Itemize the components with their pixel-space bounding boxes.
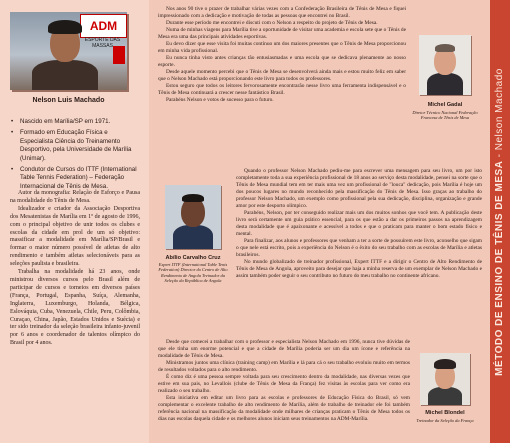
testimonial-paragraph: Durante esse período me encontrei e discuti com o Nelson a respeito do projeto de Tênis de Mesa. — [166, 20, 378, 26]
author-description — [10, 190, 140, 348]
blondel-photo — [420, 353, 470, 405]
adm-logo: ADM — [80, 14, 127, 38]
spine-title — [492, 22, 508, 422]
testimonial-paragraph: Eu nunca tinha visto antes crianças tão entusiasmadas e uma escola que se dedicava plenamente ao nosso esporte. — [158, 55, 406, 68]
testimonial-paragraph: Numa de minhas viagens para Marília tive a oportunidade de visitar uma academia e escola sete que o Tênis de Mesa era uma das principais atividades esportivas. — [158, 27, 406, 40]
cruz-testimonial — [236, 168, 482, 280]
cruz-role: Expert ITTF (International Table Tenis Federation) Director do Centro de Alto Rendimento de Angola Treinador da Seleção da República de Angola — [158, 262, 228, 284]
blondel-role: Treinador da Seleção da França — [416, 418, 474, 423]
testimonial-paragraph: É como diz é uma pessoa sempre voltada para seu crescimento dentro da modalidade, nas diversas vezes que estive em sua pais, no Levallois (clube de Tênis de Mesa da França) fez visitas às escolas para ver como era realizado o seu trabalho. — [158, 374, 410, 394]
author-hair — [48, 20, 82, 34]
adm-logo-subtitle: ESPORTE DAS MASSAS — [84, 37, 121, 49]
figure-hair — [182, 194, 204, 202]
spine-title-main: MÉTODO DE ENSINO DE TÊNIS DE MESA — [494, 160, 505, 376]
testimonial-paragraph: Parabéns, Nelson, por ter conseguido realizar mais um dos muitos sonhos que você tem. A publicação deste livro será certamente um guia prático essencial, para os que estão a dar os primeiros passos na aprendizagem desta modalidade que é apaixonante e acessível a todos e que o praticam para manter o bom estado físico e mental. — [236, 210, 482, 237]
blondel-name: Michel Blondel — [425, 410, 465, 416]
bio-item: • Formado em Educação Física e Especialista Ciência do Treinamento Desportivo, pela Universidade de Marília (Unimar). — [10, 129, 140, 163]
bio-item: • Nascido em Marília/SP em 1971. — [10, 118, 140, 126]
author-paragraph: Trabalha na modalidade há 23 anos, onde ministrou diversos cursos pelo Brasil além de participar de cursos e torneios em diversos países (França, Portugal, Espanha, Suíça, Alemanha, Inglaterra, Luxemburgo, Holanda, Bélgica, Eslováquia, Cuba, Venezuela, Chile, Peru, Colômbia, Curaçao, China, Japão, Estados Unidos e Suécia) e ter sido treinador da seleção brasileira infanto-juvenil por 6 anos e coordenador de talentos olímpico do Brasil por 4 anos. — [10, 269, 140, 347]
figure-hair — [434, 359, 456, 369]
testimonial-paragraph: Para finalizar, aos alunos e professores que venham a ter a sorte de possuírem este livro, aconselho que sigam o que nele está escrito, pois a experiência do Nelson é o êxito do seu trabalho com as escolas de Marília e atletas brasileiros. — [236, 238, 482, 258]
gadal-testimonial — [158, 6, 406, 104]
figure-shirt — [427, 73, 463, 95]
testimonial-paragraph: Quando o professor Nelson Machado pediu-me para escrever uma mensagem para seu livro, um por isto completamente toda a sua experiência profissional de 18 anos ao serviço desta modalidade, pensei na sorte que o Tênis de Mesa mundial tem em ter mais uma vez um profissional de "louca" dedicação, pois Marília é hoje um dos poucos lugares no mundo reconhecido pela massificação do Tênis de Mesa. Isso graças ao trabalho do professor Nelson Machado, um exemplo como profissional pela sua dedicação, disciplina, organização e grande amor por este desporto olímpico. — [236, 168, 482, 209]
author-bio-list — [10, 118, 140, 194]
author-shirt — [32, 60, 98, 90]
author-photo — [10, 12, 127, 90]
figure-shirt — [173, 225, 213, 249]
testimonial-paragraph: Nos anos 90 tive o prazer de trabalhar várias vezes com a Confederação Brasileira de Tênis de Mesa e fiquei impressionado com a dedicação e motivação de todas as pessoas que encontrei no Brasil. — [158, 6, 406, 19]
author-name: Nelson Luis Machado — [32, 97, 105, 104]
figure-shirt — [428, 387, 462, 405]
blondel-testimonial — [158, 339, 410, 423]
bio-item: • Condutor de Cursos do ITTF (International Table Tennis Federation) – Federação Internacional de Tênis de Mesa. — [10, 166, 140, 191]
gadal-name: Michel Gadal — [427, 102, 463, 108]
figure-hair — [435, 44, 455, 52]
cruz-photo — [165, 185, 221, 249]
gadal-role: Diretor Técnico Nacional Federação Francesa de Tênis de Mesa — [412, 110, 478, 121]
testimonial-paragraph: Desde aquele momento percebi que o Tênis de Mesa se desenvolverá ainda mais e estou muito feliz em saber que o Nelson Machado está proporcionando este livro para todos os professores. — [158, 69, 406, 82]
author-paragraph: Idealizador e criador da Associação Desportiva dos Mesatenistas de Marília em 1º de agosto de 1996, com o principal objetivo de unir todos os clubes e escolas da cidade em prol de um só objetivo: massificar a modalidade em Marília/SP/Brasil e formar o maior número possível de atletas de alto rendimento e também atletas selecionáveis para as seleções paulista e brasileira. — [10, 205, 140, 268]
cruz-name: Abílio Carvalho Cruz — [165, 255, 221, 261]
testimonial-paragraph: Desde que comecei a trabalhar com o professor e especialista Nelson Machado em 1996, nunca tive dúvidas de que ele tinha um enorme potencial e que a cidade de Marília poderia ser um dia um ícone e referência na modalidade de Tênis de Mesa. — [158, 339, 410, 359]
author-paragraph: Autor da monografia: Relação de Esforço e Pausa na modalidade do Tênis de Mesa. — [10, 190, 140, 204]
testimonial-paragraph: Ministramos juntos uma clínica (training camp) em Marília e lá para cá o seu trabalho evoluiu muito em termos de resultados voltados para o alto rendimento. — [158, 360, 410, 373]
testimonial-paragraph: Estou seguro que todos os leitores fervorosamente encontrarão nesse livro uma ferramenta indispensável e o Tênis de Mesa continuará a crescer nesse fantástico Brasil. — [158, 83, 406, 96]
testimonial-paragraph: No mundo globalizado de treinador profissional, Expert ITTF e a dirigir o Centro de Alto Rendimento de Tênis de Mesa de Angola, aproveito para desejar que haja a minha reserva de um exemplar de Nelson Machado e assim também poder seguir o seu contributo no futuro do meu trabalho no continente africano. — [236, 259, 482, 279]
testimonial-paragraph: Parabéns Nelson e votos de sucesso para o futuro. — [166, 97, 274, 103]
logo-mark — [113, 46, 125, 64]
testimonial-paragraph: Esta iniciativa em editar um livro para as escolas e professores de Educação Física do Brasil, só vem complementar o excelente trabalho de alto rendimento de Marília, além de trabalho de treinador ele foi também referência nacional na massificação da modalidade onde milhares de crianças praticam o Tênis de Mesa todos os dias nas escolas daquela cidade e os melhores alunos iniciam seus treinamentos na ADM-Marília. — [158, 395, 410, 422]
gadal-photo — [419, 35, 471, 95]
spine-title-author: - Nelson Machado — [494, 68, 505, 161]
testimonial-paragraph: Eu devo dizer que esse visita foi muitas contínuo um dos maiores presentes que o Tênis de Mesa proporcionou em minha vida profissional. — [158, 41, 406, 54]
